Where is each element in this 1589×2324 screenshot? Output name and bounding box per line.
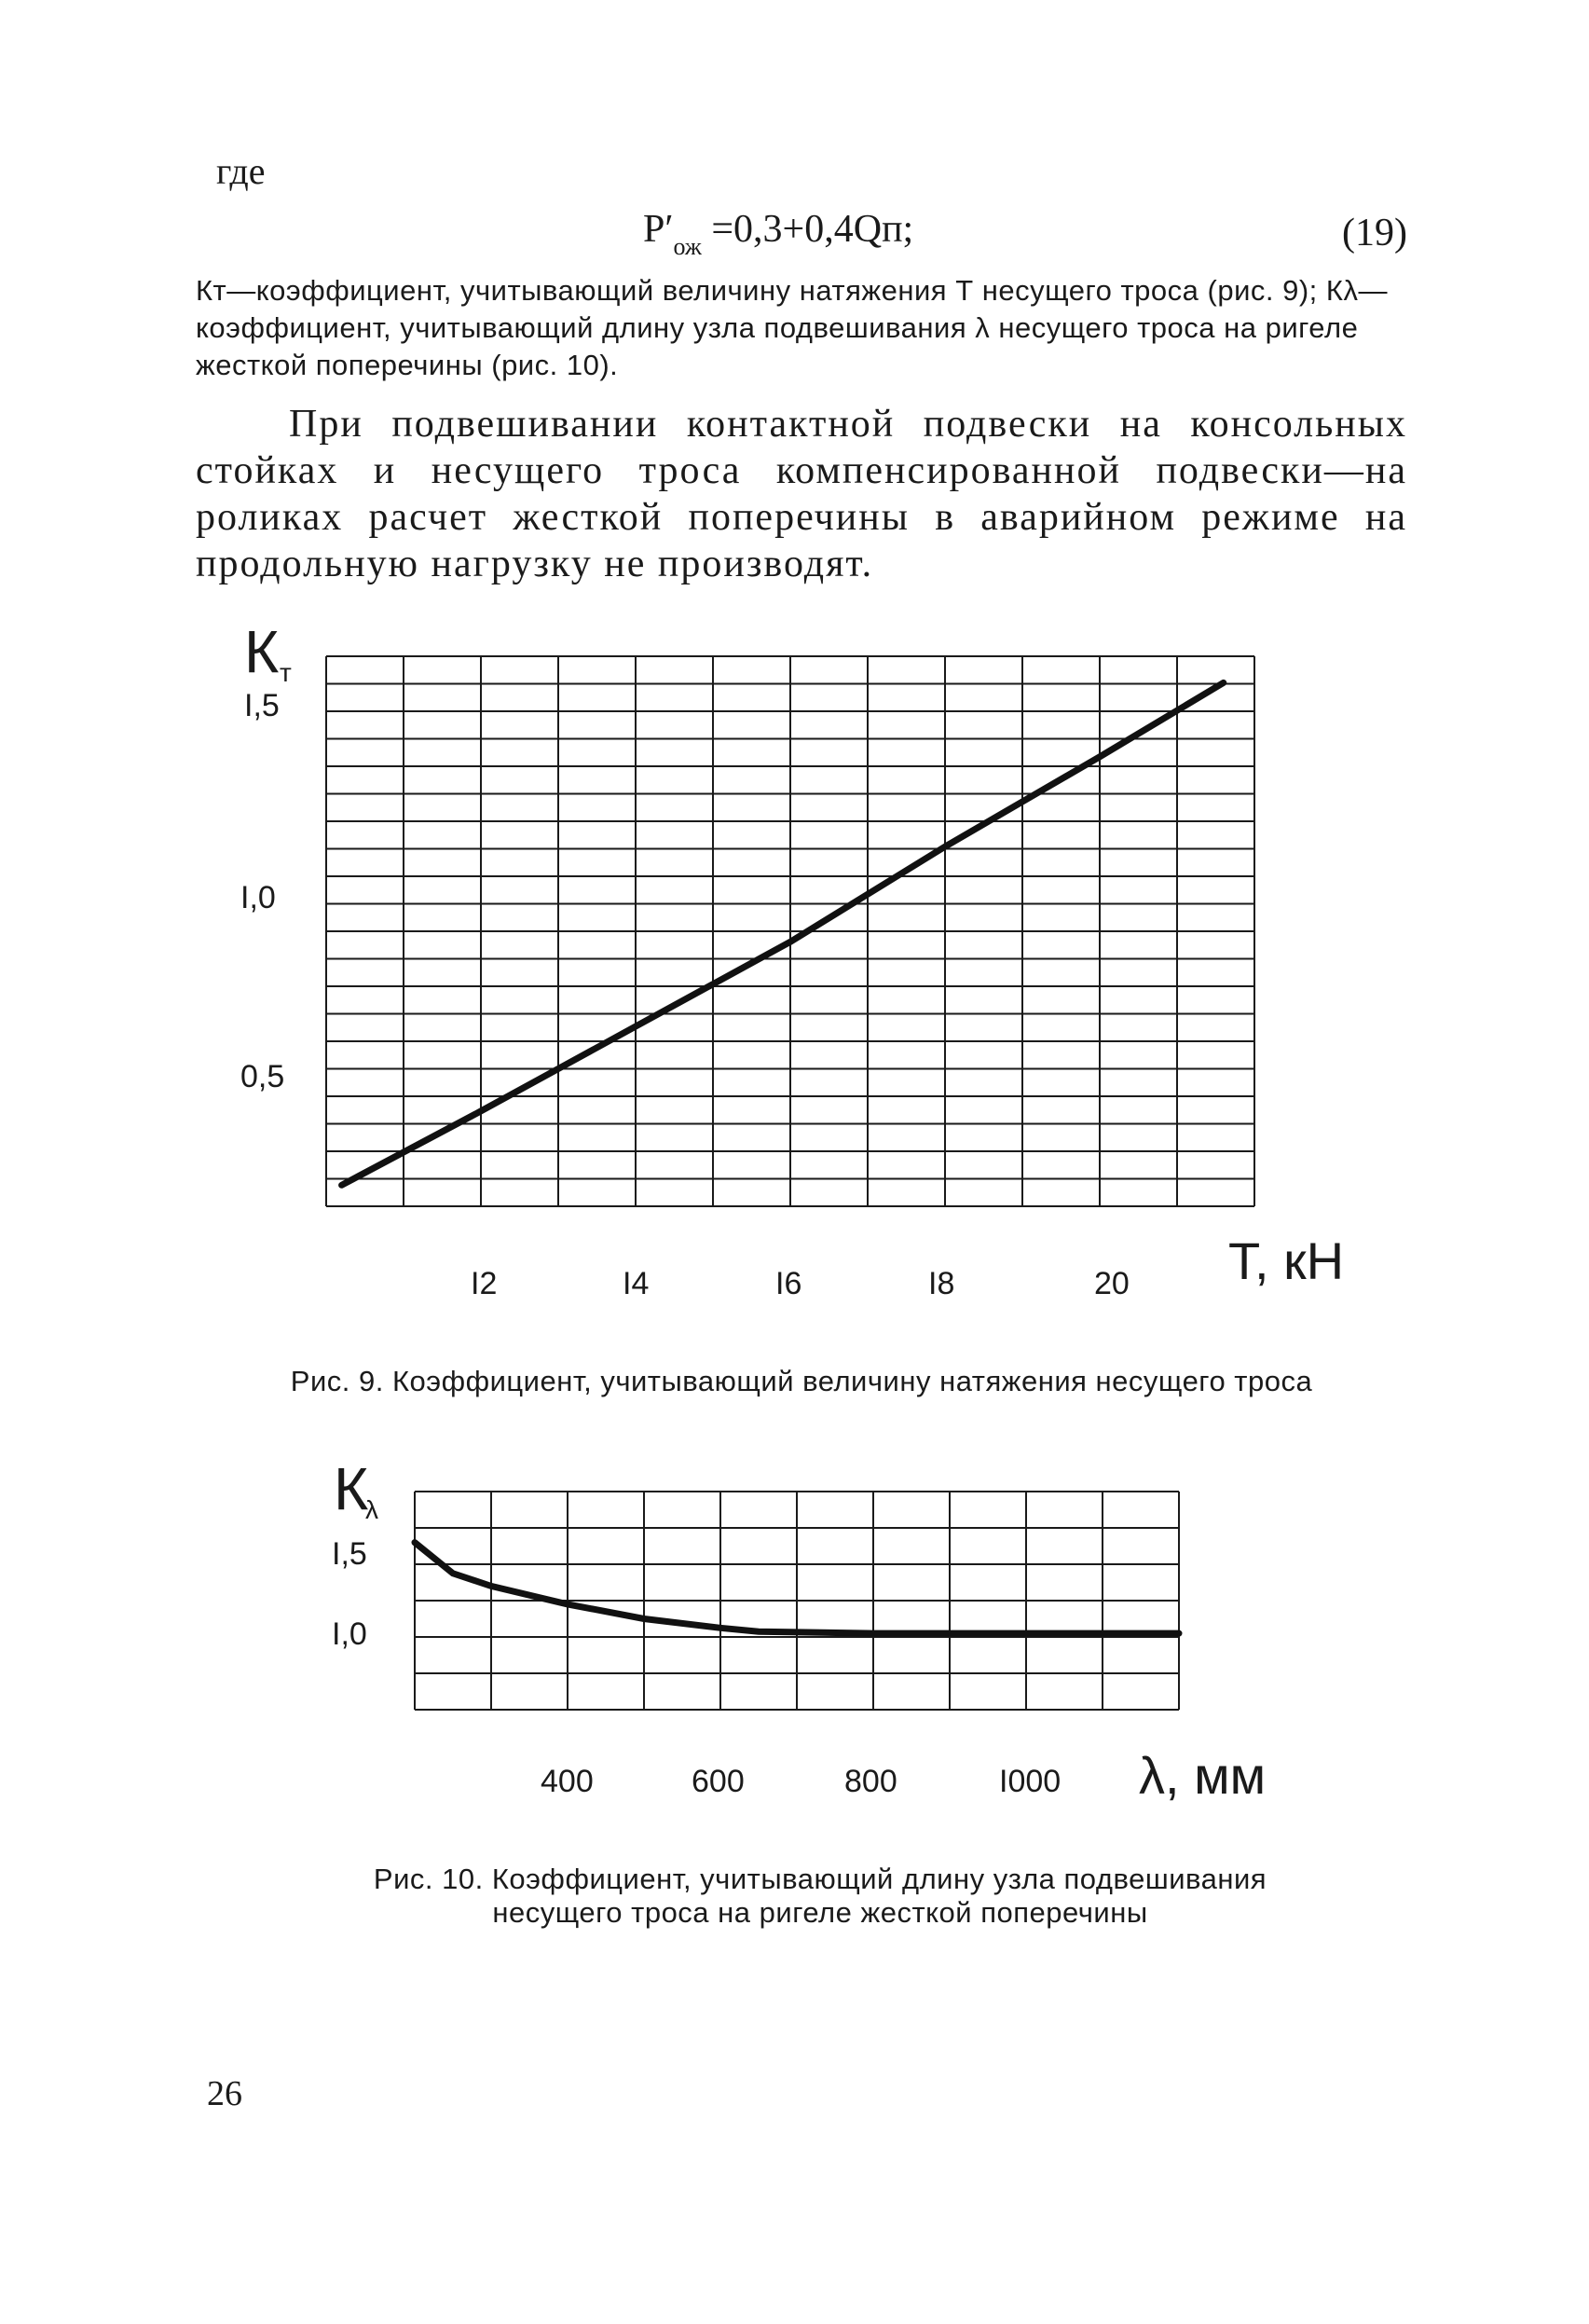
fig10-xtick: 800 <box>844 1764 897 1799</box>
definitions-text: Кт—коэффициент, учитывающий величину натяжения Т несущего троса (рис. 9); Кλ—коэффициент, учитывающий длину узла подвешивания λ несущего троса на ригеле жесткой поперечины (рис. 10). <box>196 274 1388 381</box>
fig10-ytick: I,5 <box>332 1536 367 1572</box>
fig9-chart <box>317 643 1267 1221</box>
fig9-xtick: I8 <box>928 1266 955 1301</box>
fig9-xtick: I4 <box>623 1266 650 1301</box>
fig10-xtick: I000 <box>999 1764 1062 1799</box>
fig10-xtick: 400 <box>541 1764 594 1799</box>
fig9-ytick: I,0 <box>240 880 276 915</box>
fig9-xtick: I6 <box>775 1266 802 1301</box>
fig9-series-line <box>342 682 1224 1185</box>
fig9-ylabel: К <box>244 618 280 685</box>
fig9-xlabel: T, кН <box>1228 1231 1345 1290</box>
fig9-xtick: I2 <box>471 1266 498 1301</box>
fig9-ytick: I,5 <box>244 688 280 723</box>
formula-19 <box>643 207 914 260</box>
fig10-ytick: I,0 <box>332 1616 367 1652</box>
page-number: 26 <box>207 2074 242 2113</box>
where-word: где <box>216 150 266 192</box>
fig10-xlabel: λ, мм <box>1139 1746 1267 1805</box>
fig9-ylabel-sub: т <box>280 658 292 687</box>
body-paragraph-text: При подвешивании контактной подвески на консольных стойках и несущего троса компенсированной подвески—на роликах расчет жесткой поперечины в аварийном режиме на продольную нагрузку не производят. <box>196 403 1407 585</box>
formula-subscript: ож <box>673 233 702 260</box>
body-paragraph <box>196 401 1407 587</box>
fig10-caption: Рис. 10. Коэффициент, учитывающий длину узла подвешивания несущего троса на ригеле жесткой поперечины <box>373 1863 1267 1929</box>
equation-number: (19) <box>1342 212 1407 254</box>
fig10-ylabel-sub: λ <box>365 1495 378 1524</box>
fig9-ytick: 0,5 <box>240 1059 285 1094</box>
formula-lhs: P′ <box>643 208 674 251</box>
fig10-chart <box>410 1482 1184 1715</box>
fig10-ylabel: К <box>334 1455 369 1522</box>
formula-rhs: =0,3+0,4Qп; <box>711 208 914 251</box>
fig10-xtick: 600 <box>692 1764 745 1799</box>
fig9-caption: Рис. 9. Коэффициент, учитывающий величину натяжения несущего троса <box>290 1365 1313 1397</box>
fig9-xtick: 20 <box>1094 1266 1130 1301</box>
